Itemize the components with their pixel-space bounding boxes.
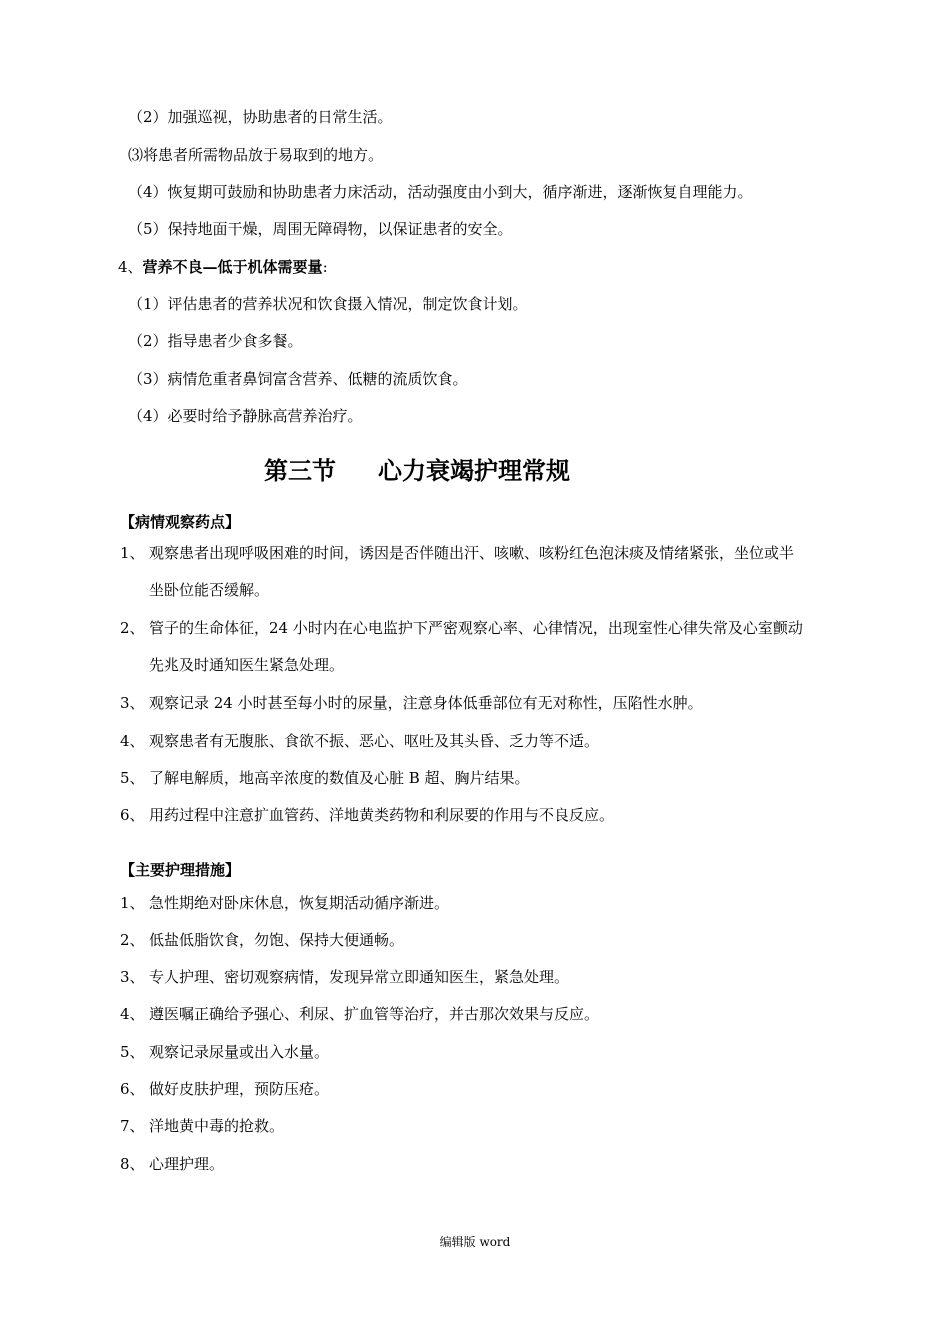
- list-item: （5）保持地面干燥，周围无障碍物，以保证患者的安全。: [128, 220, 513, 238]
- item-text: 管子的生命体征，24 小时内在心电监护下严密观察心率、心律情况，出现室性心律失常及心室颤动: [149, 619, 803, 637]
- list-item: （2）加强巡视，协助患者的日常生活。: [128, 108, 393, 126]
- list-item: ⑶将患者所需物品放于易取到的地方。: [128, 146, 384, 164]
- list-item: （2）指导患者少食多餐。: [128, 332, 303, 350]
- item-text: 低盐低脂饮食，勿饱、保持大便通畅。: [149, 931, 405, 949]
- item-text: 观察记录尿量或出入水量。: [149, 1043, 330, 1061]
- list-item: [120, 893, 449, 913]
- item-number: 1、: [120, 544, 145, 562]
- list-item-continuation: 坐卧位能否缓解。: [149, 581, 270, 599]
- item-number: 6、: [120, 1080, 145, 1098]
- item-number: 2、: [120, 931, 145, 949]
- item-text: 观察记录 24 小时甚至每小时的尿量，注意身体低垂部位有无对称性，压陷性水肿。: [149, 694, 703, 712]
- list-item: [120, 1004, 599, 1024]
- list-item: [120, 1042, 329, 1062]
- list-item: [120, 930, 404, 950]
- item-text: 遵医嘱正确给予强心、利尿、扩血管等治疗，并古那次效果与反应。: [149, 1005, 600, 1023]
- list-item: [120, 805, 614, 825]
- list-item: [120, 768, 530, 788]
- list-item: （1）评估患者的营养状况和饮食摄入情况，制定饮食计划。: [128, 295, 528, 313]
- item4-heading: [118, 257, 328, 277]
- item-number: 5、: [120, 769, 145, 787]
- item-text: 专人护理、密切观察病情，发现异常立即通知医生，紧急处理。: [149, 968, 570, 986]
- list-item: [120, 618, 803, 638]
- list-item: [120, 543, 794, 563]
- item-text: 急性期绝对卧床休息，恢复期活动循序渐进。: [149, 894, 450, 912]
- section-title: 心力衰竭护理常规: [378, 456, 570, 485]
- item-text: 洋地黄中毒的抢救。: [149, 1117, 285, 1135]
- section-number: 第三节: [264, 456, 336, 485]
- list-item: [120, 1116, 284, 1136]
- item-number: 8、: [120, 1155, 145, 1173]
- item-text: 用药过程中注意扩血管药、洋地黄类药物和利尿要的作用与不良反应。: [149, 806, 615, 824]
- item4-title: 营养不良—低于机体需要量: [142, 258, 323, 276]
- item-text: 观察患者出现呼吸困难的时间，诱因是否伴随出汗、咳嗽、咳粉红色泡沫痰及情绪紧张，坐位或半: [149, 544, 795, 562]
- item-text: 心理护理。: [149, 1155, 225, 1173]
- item-text: 观察患者有无腹胀、食欲不振、恶心、呕吐及其头昏、乏力等不适。: [149, 732, 600, 750]
- item-number: 4、: [120, 732, 145, 750]
- observation-heading: 【病情观察药点】: [120, 513, 241, 531]
- item-number: 3、: [120, 694, 145, 712]
- list-item-continuation: 先兆及时通知医生紧急处理。: [149, 656, 345, 674]
- item-number: 5、: [120, 1043, 145, 1061]
- item4-suffix: :: [322, 258, 328, 276]
- item-text: 了解电解质，地高辛浓度的数值及心脏 B 超、胸片结果。: [149, 769, 530, 787]
- measures-heading: 【主要护理措施】: [120, 861, 241, 879]
- list-item: [120, 967, 569, 987]
- item-number: 6、: [120, 806, 145, 824]
- item-number: 2、: [120, 619, 145, 637]
- list-item: （3）病情危重者鼻饲富含营养、低糖的流质饮食。: [128, 370, 468, 388]
- list-item: [120, 731, 599, 751]
- item-number: 3、: [120, 968, 145, 986]
- list-item: （4）恢复期可鼓励和协助患者力床活动，活动强度由小到大，循序渐进，逐渐恢复自理能力。: [128, 183, 753, 201]
- item-number: 7、: [120, 1117, 145, 1135]
- list-item: [120, 693, 703, 713]
- list-item: [120, 1154, 224, 1174]
- item-number: 1、: [120, 894, 145, 912]
- list-item: （4）必要时给予静脉高营养治疗。: [128, 407, 363, 425]
- item-text: 做好皮肤护理，预防压疮。: [149, 1080, 330, 1098]
- section-heading: [264, 455, 570, 487]
- list-item: [120, 1079, 329, 1099]
- page-footer: 编辑版 word: [439, 1235, 511, 1249]
- item4-prefix: 4、: [118, 258, 143, 276]
- item-number: 4、: [120, 1005, 145, 1023]
